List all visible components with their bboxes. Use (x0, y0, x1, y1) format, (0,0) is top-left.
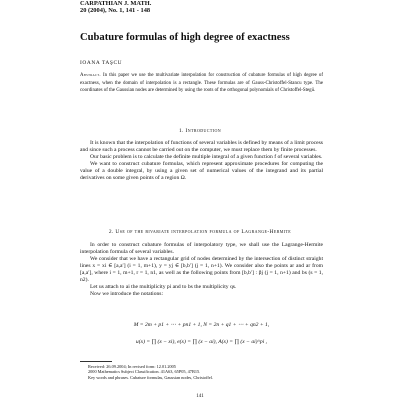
footnotes (80, 364, 323, 380)
footnote-divider (80, 361, 112, 362)
paragraph: Let us attach to ai the multiplicity pi and to bs the multiplicity qs. (90, 284, 237, 290)
author-name: IOANA TAŞCU (80, 60, 123, 66)
footnote-received: Received: 26.09.2004; In revised form: 12.01.2005 (88, 364, 176, 369)
journal-header (80, 0, 151, 15)
paragraph: We consider that we have a rectangular grid of nodes determined by the intersection of distinct straight lines x = xi ∈ [a,a′] (i = 1, m+1), y = yj ∈ [b,b′] (j = 1, n+1). We consider also the points ar and ar from [a,a′], where i = 1, m+1, r = 1, n1, as well as the following points from [b,b′] : βj (j = 1, n+1) and bs (s = 1, n2). (80, 256, 323, 283)
abstract-text: In this paper we use the multivariate interpolation for construction of cubature formulas of high degree of exactness, when the domain of interpolation is a rectangle. These formulas are of Gauss-Christoffel-Stancu type. The coordinates of the Gaussian nodes are determined by using the roots of the orthogonal polynomials of Christoffel-Stegü. (80, 73, 323, 93)
paragraph: We want to construct cubature formulas, which represent approximate procedures for computing the value of a double integral, by using a given set of numerical values of the integrand and its partial derivatives on some given points of a region Ω. (80, 161, 323, 181)
formula-products: u(x) = ∏ (x − xi), e(x) = ∏ (x − ai), A(x) = ∏ (x − ai)^pi , (135, 339, 268, 345)
journal-issue: 20 (2004), No. 1, 141 - 148 (80, 7, 151, 15)
section-heading-lagrange-hermite: 2. Use of the bivariate interpolation formula of Lagrange-Hermite (108, 229, 292, 235)
formula-dimensions: M = 2m + p1 + ⋯ + pn1 + 1, N = 2n + q1 + ⋯ + qn2 + 1, (133, 322, 270, 328)
footnote-classification: 2000 Mathematics Subject Classification. 41A63, 65P05, 47B15. (88, 369, 201, 375)
introduction-body (80, 140, 323, 182)
page-number: 141 (196, 394, 204, 399)
paragraph: Our basic problem is to calculate the definite multiple integral of a given function f of several variables. (90, 154, 323, 160)
abstract (80, 72, 323, 95)
section-two-body (80, 242, 323, 298)
abstract-label: Abstract. (80, 73, 101, 78)
journal-name: CARPATHIAN J. MATH. (80, 0, 152, 7)
paragraph: Now we introduce the notations: (90, 291, 164, 297)
footnote-keywords: Key words and phrases. Cubature formulas, Gaussian nodes, Christoffel. (88, 374, 213, 380)
paragraph: In order to construct cubature formulas of interpolatory type, we shall use the Lagrange-Hermite interpolation formula of several variables. (80, 242, 323, 255)
section-heading-introduction: 1. Introduction (178, 128, 222, 134)
paragraph: It is known that the interpolation of functions of several variables is defined by means of a limit process and since such a process cannot be carried out on the computer, we must replace them by finite processes. (80, 140, 323, 153)
paper-title: Cubature formulas of high degree of exactness (80, 32, 290, 43)
